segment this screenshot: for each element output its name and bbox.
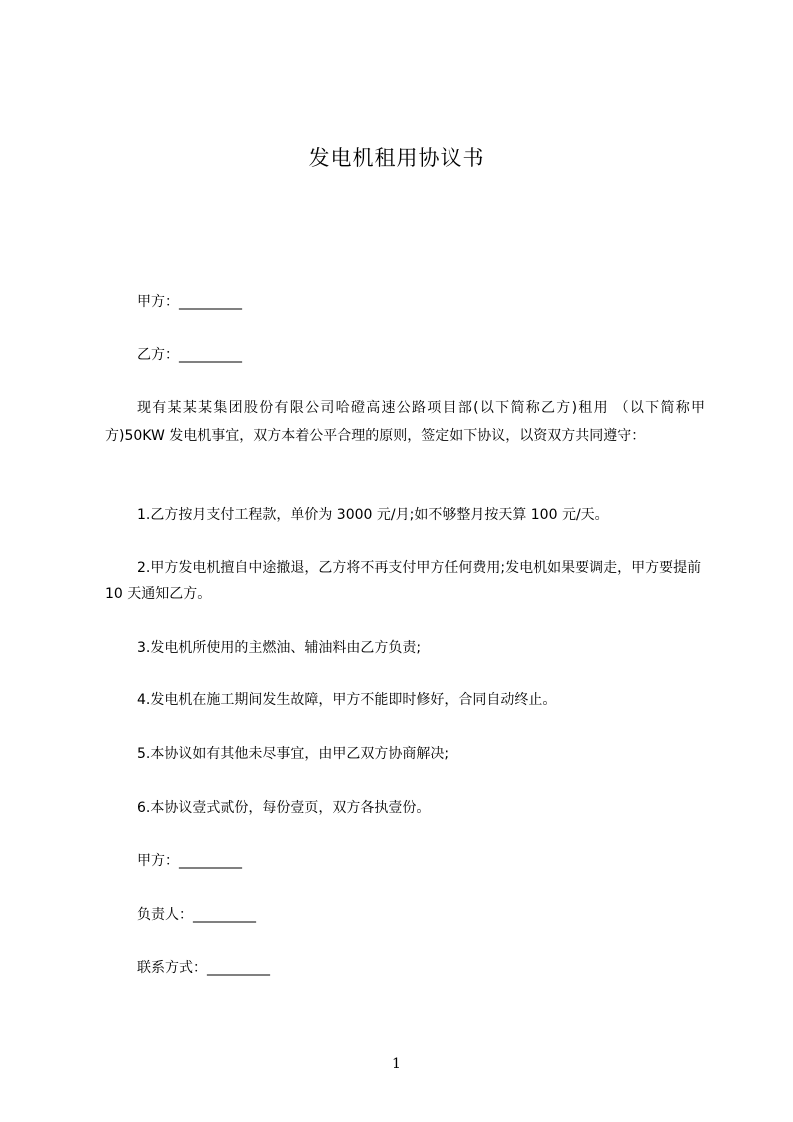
- signature-responsible: 负责人：_________: [137, 907, 256, 923]
- clause-3: 3.发电机所使用的主燃油、辅油料由乙方负责;: [137, 640, 422, 656]
- clause-1: 1.乙方按月支付工程款，单价为 3000 元/月;如不够整月按天算 100 元/天。: [137, 507, 609, 523]
- document-title: 发电机租用协议书: [308, 146, 485, 170]
- signature-party-a: 甲方：_________: [137, 853, 242, 869]
- signature-contact: 联系方式：_________: [137, 960, 270, 976]
- page-number: 1: [392, 1056, 401, 1072]
- clause-2: 2.甲方发电机擅自中途撤退，乙方将不再支付甲方任何费用;发电机如果要调走，甲方要提前 10 天通知乙方。: [105, 560, 702, 602]
- party-b-field: 乙方：_________: [137, 347, 242, 363]
- party-a-field: 甲方：_________: [137, 294, 242, 310]
- intro-paragraph: 现有某某某集团股份有限公司哈磴高速公路项目部(以下简称乙方)租用 （以下简称甲方)50KW 发电机事宜，双方本着公平合理的原则，签定如下协议，以资双方共同遵守：: [105, 400, 705, 444]
- clause-5: 5.本协议如有其他未尽事宜，由甲乙双方协商解决;: [137, 746, 450, 762]
- clause-6: 6.本协议壹式贰份，每份壹页，双方各执壹份。: [137, 800, 431, 816]
- clause-4: 4.发电机在施工期间发生故障，甲方不能即时修好，合同自动终止。: [137, 692, 557, 708]
